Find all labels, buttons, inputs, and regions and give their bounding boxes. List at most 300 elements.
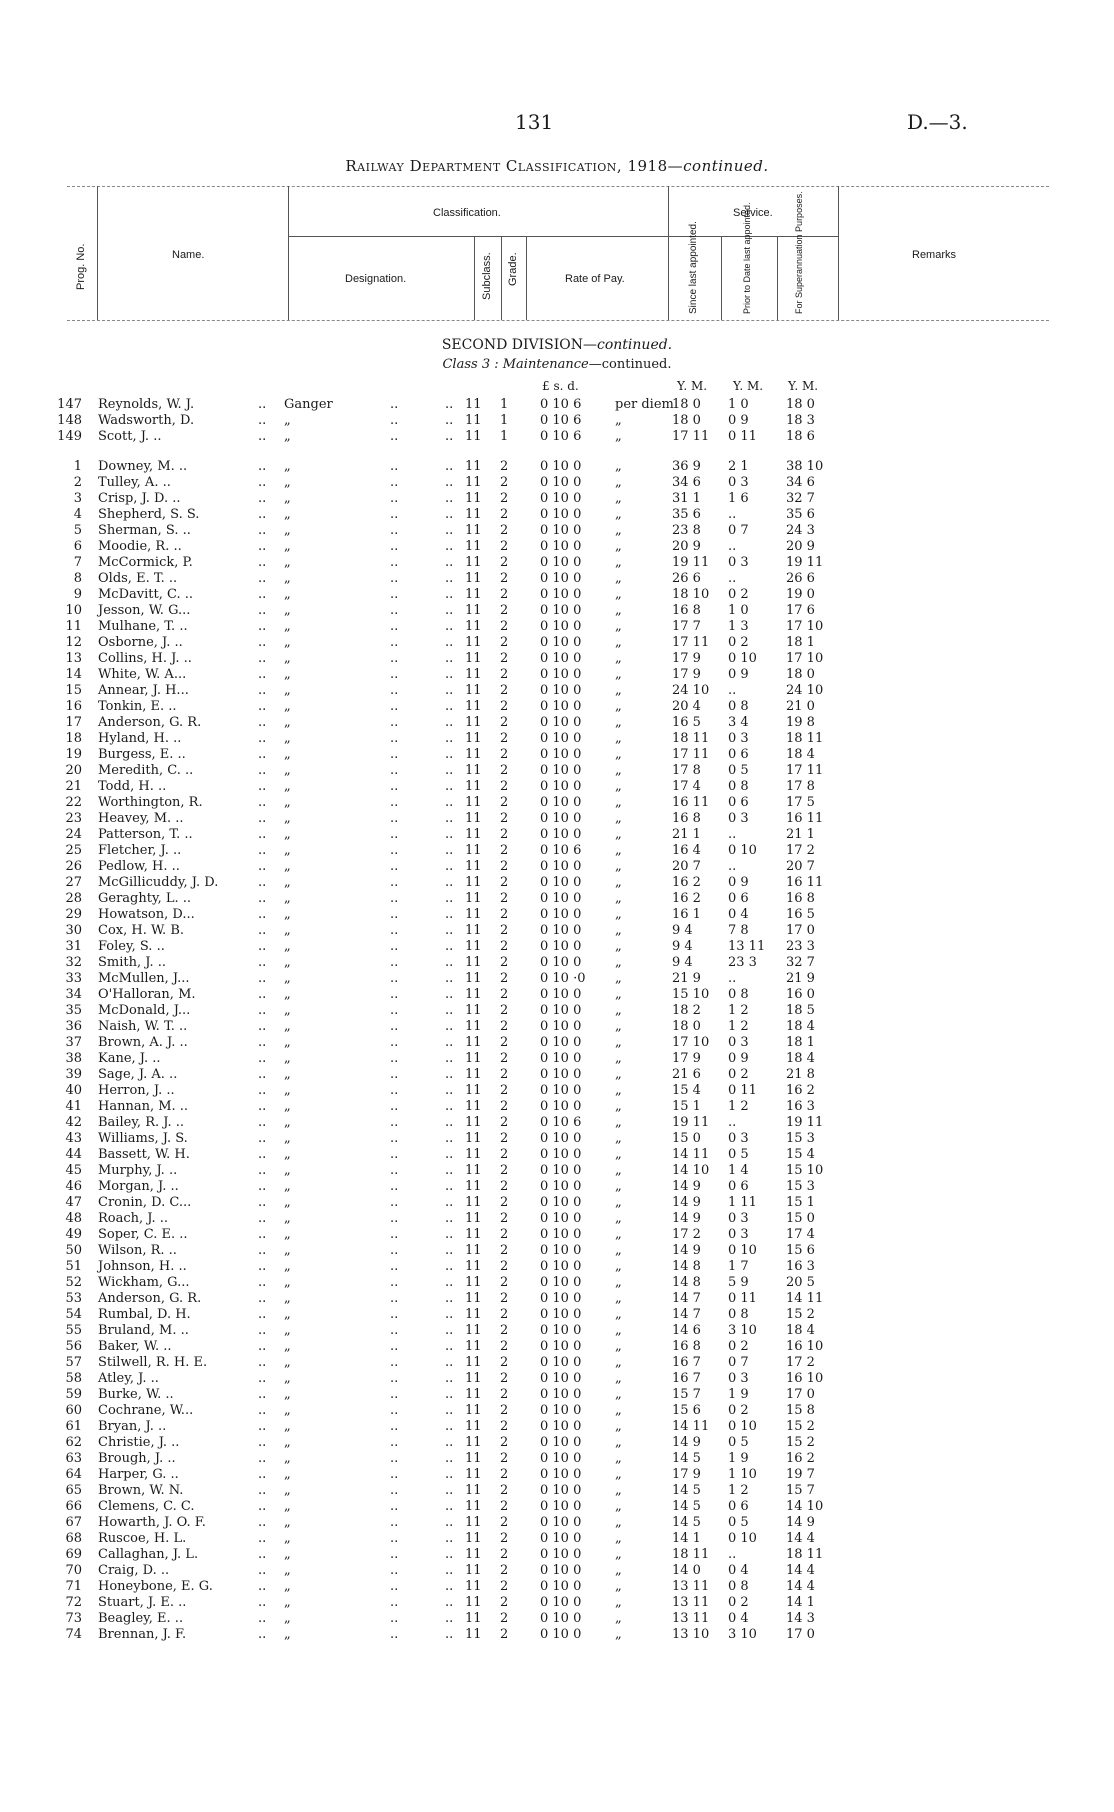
- cell-service-superannuation: 18 4: [786, 1019, 815, 1034]
- cell-subclass: 11: [465, 1467, 482, 1482]
- cell-service-superannuation: 15 6: [786, 1243, 815, 1258]
- cell-service-superannuation: 14 1: [786, 1595, 815, 1610]
- page-title: [0, 157, 1114, 175]
- cell-rate-of-pay: 0 10 0: [540, 859, 582, 874]
- cell-pay-period: „: [615, 1051, 622, 1066]
- cell-leader: ..: [390, 1403, 399, 1418]
- cell-service-prior: 0 4: [728, 1563, 749, 1578]
- header-since-last: Since last appointed.: [688, 221, 699, 314]
- cell-leader: ..: [445, 1419, 454, 1434]
- cell-designation: „: [284, 715, 291, 730]
- cell-leader: ..: [390, 1243, 399, 1258]
- cell-designation: „: [284, 1019, 291, 1034]
- cell-leader: ..: [258, 1355, 267, 1370]
- cell-designation: „: [284, 1131, 291, 1146]
- cell-rate-of-pay: 0 10 0: [540, 1083, 582, 1098]
- cell-pay-period: „: [615, 635, 622, 650]
- table-row: [0, 571, 1114, 587]
- cell-designation: „: [284, 1563, 291, 1578]
- cell-grade: 2: [500, 731, 509, 746]
- cell-leader: ..: [258, 475, 267, 490]
- cell-subclass: 11: [465, 1099, 482, 1114]
- cell-leader: ..: [390, 715, 399, 730]
- cell-leader: ..: [445, 1563, 454, 1578]
- cell-service-superannuation: 19 8: [786, 715, 815, 730]
- cell-service-prior: 1 9: [728, 1387, 749, 1402]
- cell-prog-no: 59: [65, 1387, 82, 1402]
- cell-prog-no: 16: [65, 699, 82, 714]
- cell-designation: „: [284, 1579, 291, 1594]
- cell-service-since-last: 14 9: [672, 1179, 701, 1194]
- cell-leader: ..: [390, 1419, 399, 1434]
- cell-leader: ..: [445, 1163, 454, 1178]
- cell-leader: ..: [390, 667, 399, 682]
- cell-leader: ..: [445, 763, 454, 778]
- cell-service-superannuation: 17 11: [786, 763, 824, 778]
- cell-leader: ..: [445, 1147, 454, 1162]
- cell-leader: ..: [258, 811, 267, 826]
- table-row: [0, 1099, 1114, 1115]
- cell-designation: „: [284, 555, 291, 570]
- cell-service-prior: 0 10: [728, 1531, 757, 1546]
- cell-name: McCormick, P.: [98, 555, 193, 570]
- cell-subclass: 11: [465, 699, 482, 714]
- cell-designation: „: [284, 1067, 291, 1082]
- table-row: [0, 1019, 1114, 1035]
- prior-unit-label: Y. M.: [733, 379, 764, 393]
- cell-subclass: 11: [465, 1563, 482, 1578]
- cell-service-superannuation: 15 1: [786, 1195, 815, 1210]
- cell-service-prior: 0 8: [728, 1307, 749, 1322]
- cell-name: Moodie, R. ..: [98, 539, 182, 554]
- cell-leader: ..: [445, 603, 454, 618]
- cell-leader: ..: [445, 1547, 454, 1562]
- table-row: [0, 1627, 1114, 1643]
- cell-rate-of-pay: 0 10 0: [540, 635, 582, 650]
- cell-name: Roach, J. ..: [98, 1211, 169, 1226]
- cell-service-since-last: 18 0: [672, 1019, 701, 1034]
- cell-subclass: 11: [465, 1163, 482, 1178]
- cell-prog-no: 8: [73, 571, 82, 586]
- cell-prog-no: 62: [65, 1435, 82, 1450]
- cell-name: Christie, J. ..: [98, 1435, 180, 1450]
- table-row: [0, 635, 1114, 651]
- cell-service-prior: 3 10: [728, 1323, 757, 1338]
- cell-leader: ..: [258, 987, 267, 1002]
- cell-leader: ..: [258, 603, 267, 618]
- cell-service-prior: ..: [728, 539, 737, 554]
- cell-service-since-last: 16 11: [672, 795, 710, 810]
- cell-service-since-last: 16 8: [672, 811, 701, 826]
- table-row: [0, 763, 1114, 779]
- cell-service-superannuation: 34 6: [786, 475, 815, 490]
- cell-leader: ..: [390, 923, 399, 938]
- cell-pay-period: „: [615, 859, 622, 874]
- cell-service-prior: 0 10: [728, 1243, 757, 1258]
- cell-prog-no: 67: [65, 1515, 82, 1530]
- table-row: [0, 747, 1114, 763]
- cell-prog-no: 35: [65, 1003, 82, 1018]
- cell-pay-period: „: [615, 731, 622, 746]
- cell-leader: ..: [258, 1275, 267, 1290]
- cell-subclass: 11: [465, 1275, 482, 1290]
- cell-designation: „: [284, 1323, 291, 1338]
- cell-pay-period: „: [615, 1371, 622, 1386]
- cell-leader: ..: [445, 491, 454, 506]
- cell-leader: ..: [445, 1259, 454, 1274]
- cell-service-prior: 0 6: [728, 795, 749, 810]
- cell-designation: „: [284, 1451, 291, 1466]
- cell-name: Cochrane, W...: [98, 1403, 194, 1418]
- cell-leader: ..: [445, 971, 454, 986]
- cell-service-prior: 0 9: [728, 413, 749, 428]
- cell-service-prior: 0 6: [728, 891, 749, 906]
- cell-designation: „: [284, 429, 291, 444]
- cell-leader: ..: [258, 747, 267, 762]
- cell-service-since-last: 17 9: [672, 651, 701, 666]
- cell-leader: ..: [390, 1323, 399, 1338]
- cell-leader: ..: [390, 507, 399, 522]
- header-subclass: Subclass.: [481, 252, 493, 300]
- cell-prog-no: 32: [65, 955, 82, 970]
- cell-rate-of-pay: 0 10 6: [540, 413, 582, 428]
- cell-service-since-last: 13 11: [672, 1579, 710, 1594]
- cell-subclass: 11: [465, 1195, 482, 1210]
- cell-service-superannuation: 24 3: [786, 523, 815, 538]
- cell-service-prior: 0 2: [728, 1067, 749, 1082]
- page-title-continued: continued.: [683, 157, 769, 175]
- cell-pay-period: „: [615, 987, 622, 1002]
- cell-service-superannuation: 19 11: [786, 1115, 824, 1130]
- cell-name: McDavitt, C. ..: [98, 587, 193, 602]
- cell-leader: ..: [258, 1627, 267, 1642]
- cell-service-prior: 1 2: [728, 1483, 749, 1498]
- cell-leader: ..: [258, 779, 267, 794]
- cell-service-prior: 0 5: [728, 1147, 749, 1162]
- cell-designation: „: [284, 875, 291, 890]
- cell-service-prior: 0 11: [728, 1083, 757, 1098]
- table-row: [0, 459, 1114, 475]
- cell-service-prior: 0 2: [728, 635, 749, 650]
- cell-subclass: 11: [465, 1179, 482, 1194]
- cell-prog-no: 15: [65, 683, 82, 698]
- cell-pay-period: „: [615, 1083, 622, 1098]
- cell-designation: „: [284, 795, 291, 810]
- cell-pay-period: „: [615, 779, 622, 794]
- table-row: [0, 1547, 1114, 1563]
- cell-designation: „: [284, 1355, 291, 1370]
- cell-service-superannuation: 18 5: [786, 1003, 815, 1018]
- cell-prog-no: 68: [65, 1531, 82, 1546]
- cell-grade: 2: [500, 1307, 509, 1322]
- cell-rate-of-pay: 0 10 0: [540, 1579, 582, 1594]
- cell-rate-of-pay: 0 10 0: [540, 619, 582, 634]
- cell-service-superannuation: 17 10: [786, 651, 824, 666]
- cell-name: Brown, W. N.: [98, 1483, 184, 1498]
- cell-subclass: 11: [465, 939, 482, 954]
- cell-service-superannuation: 32 7: [786, 955, 815, 970]
- cell-prog-no: 43: [65, 1131, 82, 1146]
- cell-service-prior: 0 7: [728, 523, 749, 538]
- cell-pay-period: „: [615, 1179, 622, 1194]
- cell-name: Downey, M. ..: [98, 459, 188, 474]
- cell-service-since-last: 17 8: [672, 763, 701, 778]
- cell-prog-no: 4: [73, 507, 82, 522]
- cell-leader: ..: [390, 763, 399, 778]
- table-row: [0, 619, 1114, 635]
- cell-designation: „: [284, 459, 291, 474]
- cell-service-prior: 0 8: [728, 1579, 749, 1594]
- cell-rate-of-pay: 0 10 0: [540, 1051, 582, 1066]
- cell-service-since-last: 17 7: [672, 619, 701, 634]
- cell-service-superannuation: 16 8: [786, 891, 815, 906]
- cell-name: Herron, J. ..: [98, 1083, 175, 1098]
- cell-service-prior: 0 3: [728, 1227, 749, 1242]
- cell-name: Foley, S. ..: [98, 939, 165, 954]
- cell-pay-period: „: [615, 1595, 622, 1610]
- cell-service-prior: 0 9: [728, 1051, 749, 1066]
- cell-leader: ..: [258, 571, 267, 586]
- cell-designation: „: [284, 587, 291, 602]
- cell-grade: 2: [500, 539, 509, 554]
- cell-service-superannuation: 17 0: [786, 1387, 815, 1402]
- cell-grade: 2: [500, 811, 509, 826]
- cell-subclass: 11: [465, 1499, 482, 1514]
- cell-leader: ..: [258, 715, 267, 730]
- cell-service-prior: 0 8: [728, 699, 749, 714]
- cell-rate-of-pay: 0 10 0: [540, 1467, 582, 1482]
- table-row: [0, 1467, 1114, 1483]
- cell-service-superannuation: 14 4: [786, 1579, 815, 1594]
- cell-grade: 2: [500, 635, 509, 650]
- cell-prog-no: 33: [65, 971, 82, 986]
- cell-rate-of-pay: 0 10 0: [540, 779, 582, 794]
- cell-leader: ..: [258, 1515, 267, 1530]
- cell-prog-no: 31: [65, 939, 82, 954]
- cell-rate-of-pay: 0 10 0: [540, 699, 582, 714]
- cell-leader: ..: [445, 923, 454, 938]
- cell-leader: ..: [390, 475, 399, 490]
- cell-prog-no: 46: [65, 1179, 82, 1194]
- cell-name: McGillicuddy, J. D.: [98, 875, 219, 890]
- cell-grade: 2: [500, 1451, 509, 1466]
- cell-leader: ..: [445, 507, 454, 522]
- class-continued: —continued.: [588, 357, 672, 372]
- cell-name: Kane, J. ..: [98, 1051, 161, 1066]
- cell-designation: „: [284, 779, 291, 794]
- cell-service-prior: 0 9: [728, 875, 749, 890]
- cell-prog-no: 6: [73, 539, 82, 554]
- cell-designation: „: [284, 843, 291, 858]
- cell-leader: ..: [445, 651, 454, 666]
- table-row: [0, 699, 1114, 715]
- cell-pay-period: „: [615, 1339, 622, 1354]
- cell-designation: „: [284, 1403, 291, 1418]
- cell-leader: ..: [445, 1451, 454, 1466]
- cell-leader: ..: [258, 827, 267, 842]
- cell-service-superannuation: 20 9: [786, 539, 815, 554]
- cell-designation: „: [284, 1307, 291, 1322]
- table-row: [0, 1307, 1114, 1323]
- cell-prog-no: 66: [65, 1499, 82, 1514]
- cell-prog-no: 5: [73, 523, 82, 538]
- cell-service-superannuation: 18 4: [786, 747, 815, 762]
- cell-designation: „: [284, 571, 291, 586]
- cell-grade: 2: [500, 651, 509, 666]
- cell-leader: ..: [445, 1595, 454, 1610]
- cell-leader: ..: [390, 1227, 399, 1242]
- cell-subclass: 11: [465, 763, 482, 778]
- cell-service-prior: 3 10: [728, 1627, 757, 1642]
- table-row: [0, 1595, 1114, 1611]
- cell-subclass: 11: [465, 1003, 482, 1018]
- table-row: [0, 1275, 1114, 1291]
- cell-grade: 2: [500, 1259, 509, 1274]
- cell-leader: ..: [258, 413, 267, 428]
- cell-name: Cronin, D. C...: [98, 1195, 192, 1210]
- cell-rate-of-pay: 0 10 0: [540, 1339, 582, 1354]
- cell-service-since-last: 17 2: [672, 1227, 701, 1242]
- cell-service-superannuation: 35 6: [786, 507, 815, 522]
- cell-leader: ..: [390, 1515, 399, 1530]
- cell-leader: ..: [445, 1003, 454, 1018]
- cell-subclass: 11: [465, 1147, 482, 1162]
- cell-leader: ..: [390, 1051, 399, 1066]
- cell-pay-period: „: [615, 1419, 622, 1434]
- cell-service-prior: 0 2: [728, 1403, 749, 1418]
- cell-prog-no: 22: [65, 795, 82, 810]
- cell-prog-no: 28: [65, 891, 82, 906]
- cell-subclass: 11: [465, 635, 482, 650]
- cell-service-since-last: 20 4: [672, 699, 701, 714]
- cell-leader: ..: [258, 1211, 267, 1226]
- cell-pay-period: „: [615, 1307, 622, 1322]
- cell-pay-period: „: [615, 475, 622, 490]
- cell-prog-no: 147: [57, 397, 82, 412]
- cell-grade: 2: [500, 1355, 509, 1370]
- cell-rate-of-pay: 0 10 0: [540, 1547, 582, 1562]
- table-row: [0, 429, 1114, 445]
- cell-leader: ..: [258, 1403, 267, 1418]
- cell-leader: ..: [390, 843, 399, 858]
- cell-subclass: 11: [465, 1291, 482, 1306]
- cell-service-superannuation: 17 0: [786, 1627, 815, 1642]
- cell-leader: ..: [390, 811, 399, 826]
- cell-rate-of-pay: 0 10 0: [540, 555, 582, 570]
- cell-designation: „: [284, 1115, 291, 1130]
- cell-prog-no: 21: [65, 779, 82, 794]
- cell-leader: ..: [258, 699, 267, 714]
- cell-leader: ..: [445, 683, 454, 698]
- cell-grade: 2: [500, 1611, 509, 1626]
- cell-leader: ..: [258, 1547, 267, 1562]
- cell-leader: ..: [258, 1291, 267, 1306]
- cell-service-prior: ..: [728, 827, 737, 842]
- cell-service-superannuation: 17 0: [786, 923, 815, 938]
- cell-subclass: 11: [465, 651, 482, 666]
- cell-grade: 2: [500, 699, 509, 714]
- cell-subclass: 11: [465, 1323, 482, 1338]
- cell-service-prior: 0 11: [728, 429, 757, 444]
- cell-name: Bryan, J. ..: [98, 1419, 167, 1434]
- cell-service-prior: 0 5: [728, 763, 749, 778]
- cell-grade: 2: [500, 619, 509, 634]
- cell-leader: ..: [258, 539, 267, 554]
- table-row: [0, 1419, 1114, 1435]
- cell-leader: ..: [390, 571, 399, 586]
- cell-designation: „: [284, 1179, 291, 1194]
- cell-leader: ..: [445, 1291, 454, 1306]
- cell-rate-of-pay: 0 10 0: [540, 1531, 582, 1546]
- cell-leader: ..: [258, 1435, 267, 1450]
- cell-rate-of-pay: 0 10 0: [540, 955, 582, 970]
- table-row: [0, 1371, 1114, 1387]
- cell-designation: „: [284, 827, 291, 842]
- cell-service-prior: 0 11: [728, 1291, 757, 1306]
- cell-service-since-last: 14 5: [672, 1483, 701, 1498]
- cell-service-superannuation: 17 8: [786, 779, 815, 794]
- cell-leader: ..: [445, 475, 454, 490]
- cell-subclass: 11: [465, 1515, 482, 1530]
- table-row: [0, 555, 1114, 571]
- cell-leader: ..: [445, 987, 454, 1002]
- table-row: [0, 1259, 1114, 1275]
- cell-leader: ..: [390, 1371, 399, 1386]
- cell-service-superannuation: 18 0: [786, 397, 815, 412]
- cell-prog-no: 27: [65, 875, 82, 890]
- cell-leader: ..: [258, 1531, 267, 1546]
- cell-service-superannuation: 15 8: [786, 1403, 815, 1418]
- table-row: [0, 1563, 1114, 1579]
- cell-leader: ..: [445, 1579, 454, 1594]
- cell-grade: 2: [500, 1147, 509, 1162]
- cell-name: Howatson, D...: [98, 907, 195, 922]
- cell-service-prior: 0 2: [728, 1595, 749, 1610]
- cell-service-superannuation: 24 10: [786, 683, 824, 698]
- cell-leader: ..: [258, 683, 267, 698]
- table-row: [0, 1147, 1114, 1163]
- table-row: [0, 1115, 1114, 1131]
- cell-leader: ..: [445, 1371, 454, 1386]
- cell-prog-no: 12: [65, 635, 82, 650]
- header-service: Service.: [733, 207, 773, 219]
- cell-grade: 2: [500, 587, 509, 602]
- cell-service-since-last: 16 8: [672, 1339, 701, 1354]
- cell-leader: ..: [390, 1483, 399, 1498]
- cell-service-prior: 0 2: [728, 1339, 749, 1354]
- cell-leader: ..: [445, 811, 454, 826]
- cell-leader: ..: [390, 955, 399, 970]
- cell-rate-of-pay: 0 10 6: [540, 843, 582, 858]
- table-row: [0, 1195, 1114, 1211]
- cell-subclass: 11: [465, 1131, 482, 1146]
- cell-pay-period: „: [615, 651, 622, 666]
- cell-rate-of-pay: 0 10 0: [540, 987, 582, 1002]
- cell-prog-no: 44: [65, 1147, 82, 1162]
- cell-prog-no: 7: [73, 555, 82, 570]
- cell-grade: 2: [500, 475, 509, 490]
- cell-pay-period: „: [615, 1163, 622, 1178]
- cell-leader: ..: [258, 1035, 267, 1050]
- cell-service-superannuation: 18 1: [786, 1035, 815, 1050]
- cell-service-since-last: 31 1: [672, 491, 701, 506]
- cell-service-prior: 0 3: [728, 1035, 749, 1050]
- cell-service-prior: 0 3: [728, 1131, 749, 1146]
- table-row: [0, 1483, 1114, 1499]
- cell-leader: ..: [258, 1339, 267, 1354]
- cell-rate-of-pay: 0 10 0: [540, 939, 582, 954]
- cell-rate-of-pay: 0 10 0: [540, 1227, 582, 1242]
